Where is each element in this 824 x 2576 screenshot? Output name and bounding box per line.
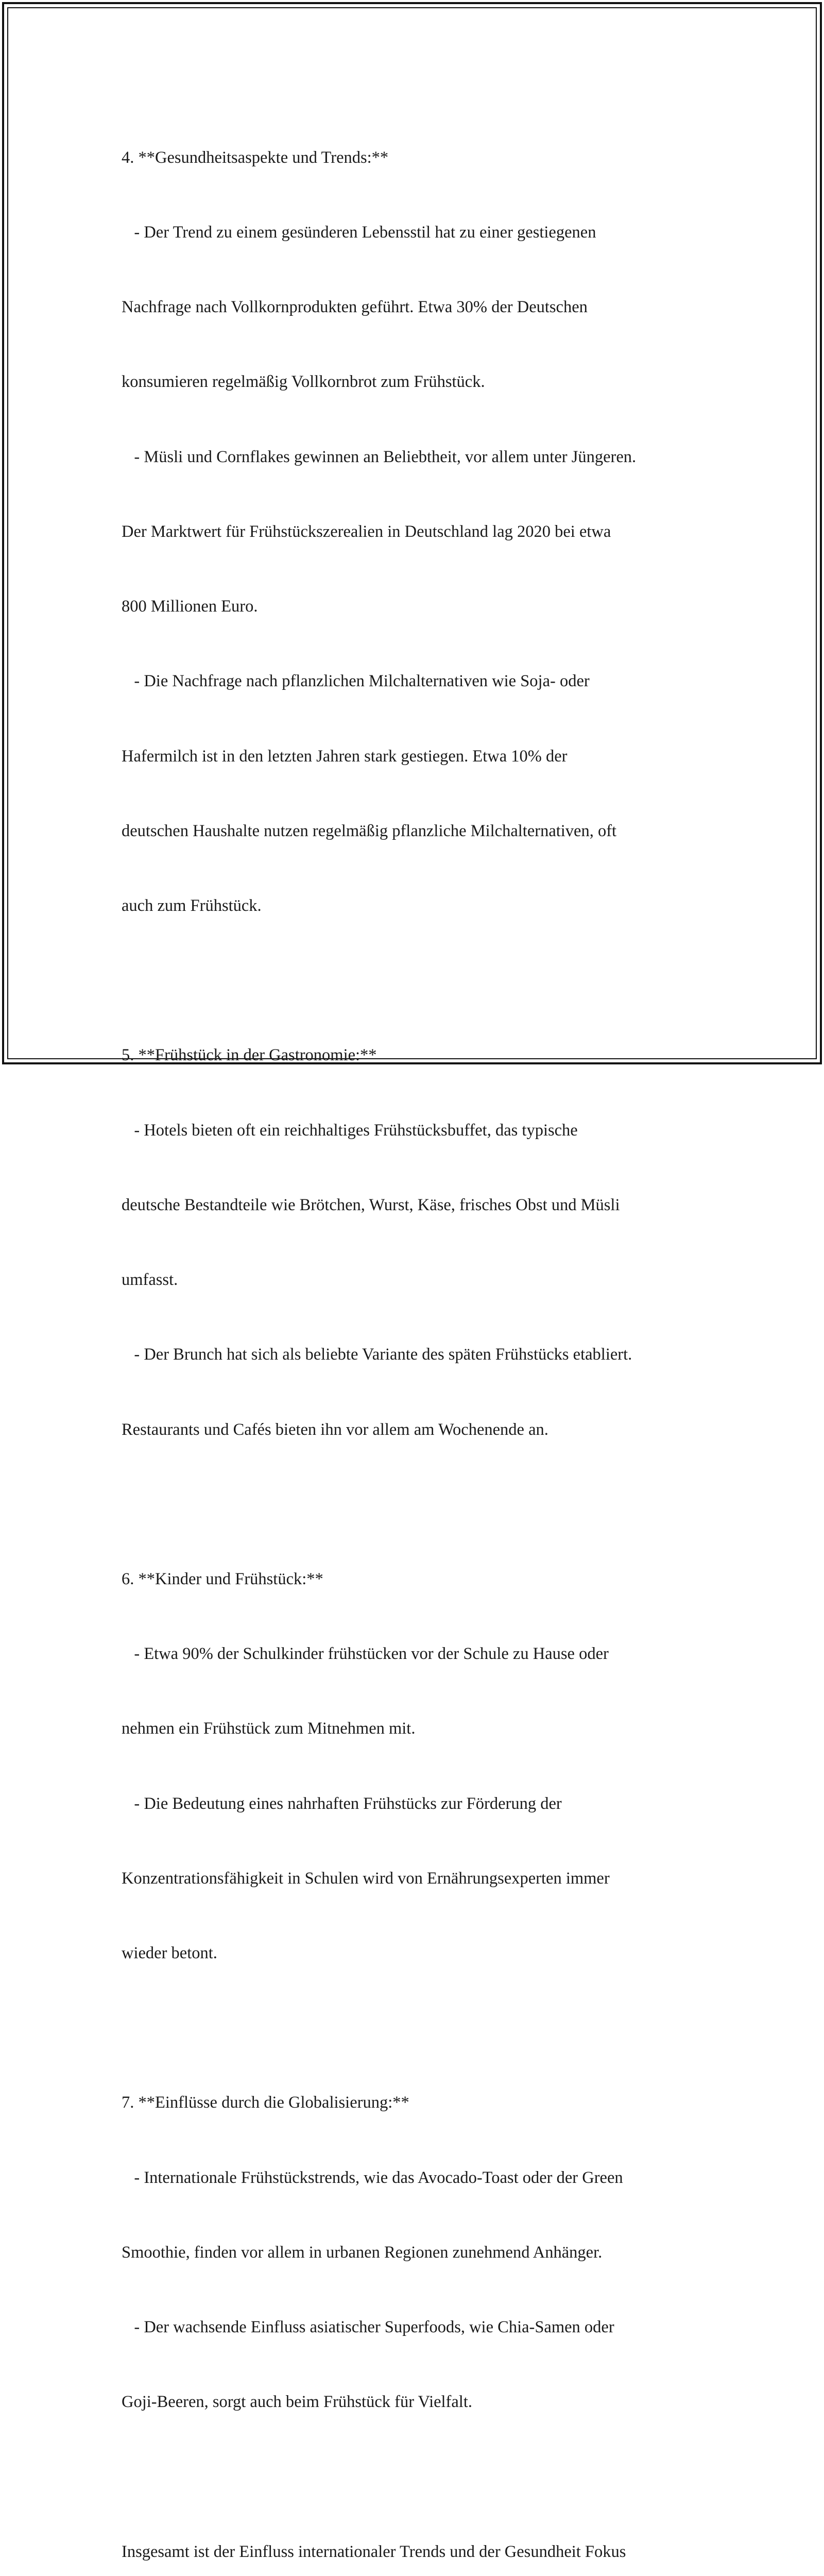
blank-line	[122, 968, 729, 993]
text-line: Smoothie, finden vor allem in urbanen Regionen zunehmend Anhänger.	[122, 2243, 603, 2262]
text-line: auch zum Frühstück.	[122, 896, 262, 915]
blank-line	[122, 1492, 729, 1517]
text-line: umfasst.	[122, 1270, 178, 1290]
text-line: - Der Trend zu einem gesünderen Lebensstil hat zu einer gestiegenen	[122, 223, 596, 242]
text-line: Restaurants und Cafés bieten ihn vor allem am Wochenende an.	[122, 1420, 548, 1439]
text-line: deutschen Haushalte nutzen regelmäßig pflanzliche Milchalternativen, oft	[122, 821, 617, 840]
text-line: Hafermilch ist in den letzten Jahren stark gestiegen. Etwa 10% der	[122, 747, 568, 766]
blank-line	[122, 2465, 729, 2489]
blank-line	[122, 2015, 729, 2040]
text-line: 800 Millionen Euro.	[122, 597, 258, 616]
text-line: - Der Brunch hat sich als beliebte Variante des späten Frühstücks etabliert.	[122, 1345, 632, 1364]
text-line: nehmen ein Frühstück zum Mitnehmen mit.	[122, 1719, 416, 1738]
text-line: - Die Bedeutung eines nahrhaften Frühstücks zur Förderung der	[122, 1794, 562, 1813]
text-line: Nachfrage nach Vollkornprodukten geführt. Etwa 30% der Deutschen	[122, 298, 588, 317]
text-line: deutsche Bestandteile wie Brötchen, Wurst, Käse, frisches Obst und Müsli	[122, 1195, 620, 1214]
text-line: - Müsli und Cornflakes gewinnen an Beliebtheit, vor allem unter Jüngeren.	[122, 447, 637, 466]
text-line: Der Marktwert für Frühstückszerealien in Deutschland lag 2020 bei etwa	[122, 522, 611, 541]
section-7-heading: 7. **Einflüsse durch die Globalisierung:**	[122, 2093, 409, 2112]
text-line: - Etwa 90% der Schulkinder frühstücken vor der Schule zu Hause oder	[122, 1645, 609, 1664]
text-line: Konzentrationsfähigkeit in Schulen wird von Ernährungsexperten immer	[122, 1869, 610, 1888]
text-line: Goji-Beeren, sorgt auch beim Frühstück für Vielfalt.	[122, 2393, 472, 2412]
text-line: - Der wachsende Einfluss asiatischer Superfoods, wie Chia-Samen oder	[122, 2318, 614, 2337]
section-5-heading: 5. **Frühstück in der Gastronomie:**	[122, 1046, 377, 1065]
document-body	[122, 95, 729, 2576]
text-line: - Internationale Frühstückstrends, wie das Avocado-Toast oder der Green	[122, 2168, 623, 2187]
text-line: wieder betont.	[122, 1944, 217, 1963]
section-6-heading: 6. **Kinder und Frühstück:**	[122, 1569, 323, 1588]
section-4-heading: 4. **Gesundheitsaspekte und Trends:**	[122, 148, 389, 167]
text-line: konsumieren regelmäßig Vollkornbrot zum Frühstück.	[122, 372, 485, 392]
text-line: - Hotels bieten oft ein reichhaltiges Frühstücksbuffet, das typische	[122, 1121, 578, 1140]
text-line: - Die Nachfrage nach pflanzlichen Milchalternativen wie Soja- oder	[122, 672, 590, 691]
conclusion-line: Insgesamt ist der Einfluss internationaler Trends und der Gesundheit Fokus	[122, 2542, 626, 2561]
